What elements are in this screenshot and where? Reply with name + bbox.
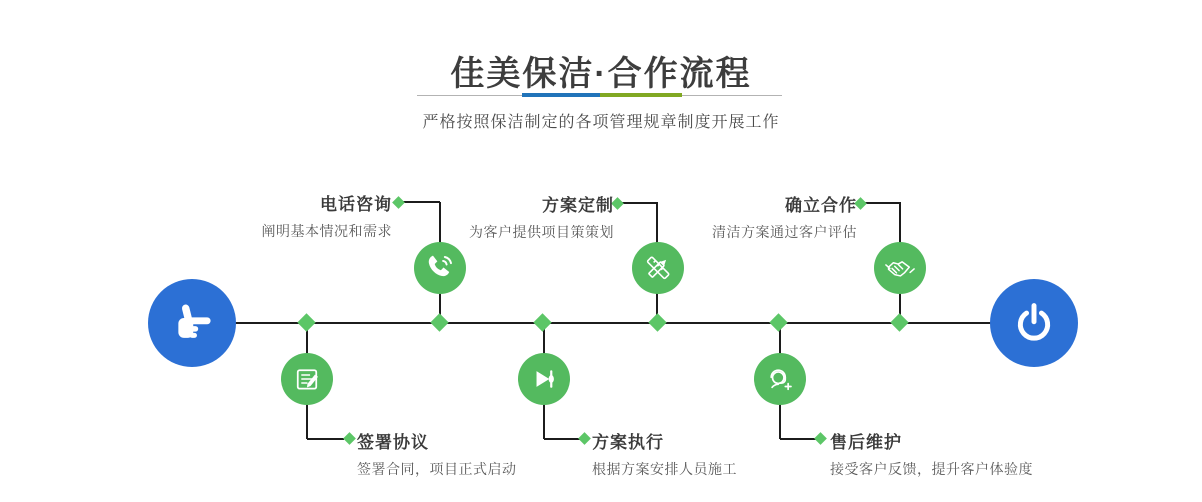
step-label-top-2: [469, 191, 614, 242]
step-title: 签署协议: [357, 433, 429, 452]
edit-document-icon: [285, 357, 329, 401]
step-circle-plan: [632, 242, 684, 294]
step-title: 方案定制: [542, 196, 614, 215]
timeline-node-diamond: [648, 313, 666, 331]
step-label-bottom-1: [357, 428, 517, 479]
start-circle: [148, 279, 236, 367]
pointing-hand-icon: [161, 292, 223, 354]
timeline-node-diamond: [890, 313, 908, 331]
title-divider-blue-segment: [522, 93, 600, 97]
timeline-node-diamond: [769, 313, 787, 331]
label-stub-bottom-3: [780, 438, 816, 440]
step-circle-execution: [518, 353, 570, 405]
step-title: 售后维护: [830, 433, 902, 452]
label-diamond: [392, 196, 405, 209]
step-label-top-3: [712, 191, 857, 242]
end-circle: [990, 279, 1078, 367]
step-title: 确立合作: [785, 196, 857, 215]
step-circle-phone: [414, 242, 466, 294]
label-stub-top-2: [622, 202, 658, 204]
phone-call-icon: [418, 246, 462, 290]
step-circle-cooperation: [874, 242, 926, 294]
label-diamond: [814, 432, 827, 445]
label-stub-top-3: [865, 202, 901, 204]
step-title: 方案执行: [592, 433, 664, 452]
label-stub-bottom-2: [544, 438, 580, 440]
handshake-icon: [878, 246, 922, 290]
step-desc: 阐明基本情况和需求: [261, 223, 392, 239]
step-desc: 为客户提供项目策策划: [469, 224, 614, 240]
power-icon: [1003, 292, 1065, 354]
step-label-bottom-2: [592, 428, 737, 479]
timeline-node-diamond: [533, 313, 551, 331]
timeline-node-diamond: [297, 313, 315, 331]
step-label-bottom-3: [830, 428, 1033, 479]
step-circle-agreement: [281, 353, 333, 405]
step-desc: 接受客户反馈，提升客户体验度: [830, 461, 1033, 477]
timeline: [192, 322, 1037, 324]
step-title: 电话咨询: [320, 195, 392, 214]
label-stub-bottom-1: [307, 438, 344, 440]
title-divider-green-segment: [600, 93, 682, 97]
headset-plus-icon: [758, 357, 802, 401]
step-label-top-1: [262, 190, 393, 241]
step-desc: 清洁方案通过客户评估: [712, 224, 857, 240]
label-stub-top-1: [403, 201, 440, 203]
pencil-ruler-icon: [636, 246, 680, 290]
timeline-node-diamond: [430, 313, 448, 331]
page-title: 佳美保洁·合作流程: [450, 55, 752, 93]
step-desc: 根据方案安排人员施工: [592, 461, 737, 477]
step-desc: 签署合同，项目正式启动: [357, 461, 517, 477]
label-diamond: [343, 432, 356, 445]
step-circle-aftersales: [754, 353, 806, 405]
label-diamond: [578, 432, 591, 445]
play-execute-icon: [522, 357, 566, 401]
page-subtitle: 严格按照保洁制定的各项管理规章制度开展工作: [422, 114, 780, 131]
